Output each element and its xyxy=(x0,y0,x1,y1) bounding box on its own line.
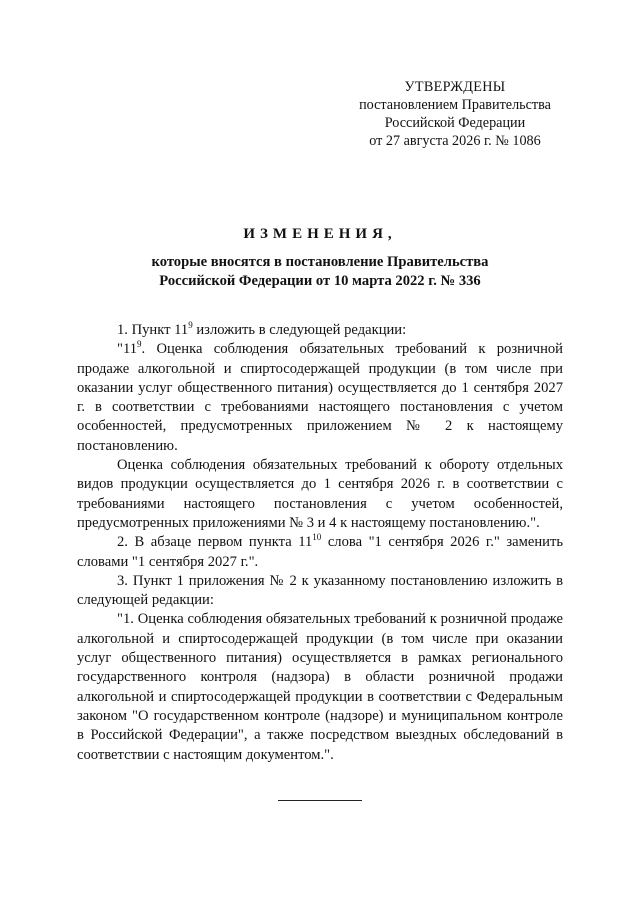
approval-line-2: Российской Федерации xyxy=(384,115,526,131)
paragraph-1 xyxy=(77,321,563,340)
paragraph-4 xyxy=(77,533,563,572)
paragraph-6: "1. Оценка соблюдения обязательных требований к розничной продаже алкогольной и спиртосодержащей продукции (в том числе при оказании услуг общественного питания) осуществляется в рамках регионального государственного контроля (надзора) в области розничной продажи алкогольной и спиртосодержащей продукции в соответствии с Федеральным законом "О государственном контроле (надзоре) и муниципальном контроле в Российской Федерации", а также посредством выездных обследований в соответствии с настоящим документом.". xyxy=(77,611,563,763)
paragraph-4-text-a: 2. В абзаце первом пункта 11 xyxy=(117,534,313,551)
paragraph-2-text-a: "11 xyxy=(117,341,138,358)
paragraph-1-superscript: 9 xyxy=(188,320,193,330)
paragraph-2-superscript: 9 xyxy=(137,339,142,350)
paragraph-5: 3. Пункт 1 приложения № 2 к указанному постановлению изложить в следующей редакции: xyxy=(77,572,563,609)
subtitle-line-2: Российской Федерации от 10 марта 2022 г. № 336 xyxy=(159,273,481,289)
approval-block xyxy=(340,78,570,150)
approval-line-3: от 27 августа 2026 г. № 1086 xyxy=(369,133,541,149)
approval-line-1: постановлением Правительства xyxy=(359,97,551,113)
paragraph-2-text-b: . Оценка соблюдения обязательных требований к розничной продаже алкогольной и спиртосодержащей продукции (в том числе при оказании услуг общественного питания) осуществляется до 1 сентября 2027 г. в соответствии с требованиями настоящего постановления с учетом особенностей, предусмотренных приложением № 2 к настоящему постановлению. xyxy=(77,341,563,454)
paragraph-1-text-b: изложить в следующей редакции: xyxy=(192,322,407,338)
paragraph-2 xyxy=(77,340,563,456)
document-body xyxy=(77,321,563,765)
paragraph-4-text-b: слова "1 сентября 2026 г." заменить словами "1 сентября 2027 г.". xyxy=(77,534,563,570)
document-title: ИЗМЕНЕНИЯ, xyxy=(243,226,397,242)
paragraph-4-superscript: 10 xyxy=(312,532,322,543)
subtitle-line-1: которые вносятся в постановление Правительства xyxy=(151,254,489,270)
approval-heading: УТВЕРЖДЕНЫ xyxy=(404,79,506,95)
document-subtitle xyxy=(90,253,550,291)
closing-divider xyxy=(278,800,362,801)
paragraph-1-text-a: 1. Пункт 11 xyxy=(117,322,189,338)
paragraph-3: Оценка соблюдения обязательных требований к обороту отдельных видов продукции осуществляется до 1 сентября 2026 г. в соответствии с требованиями настоящего постановления с учетом особенностей, предусмотренных приложениями № 3 и 4 к настоящему постановлению.". xyxy=(77,457,563,531)
